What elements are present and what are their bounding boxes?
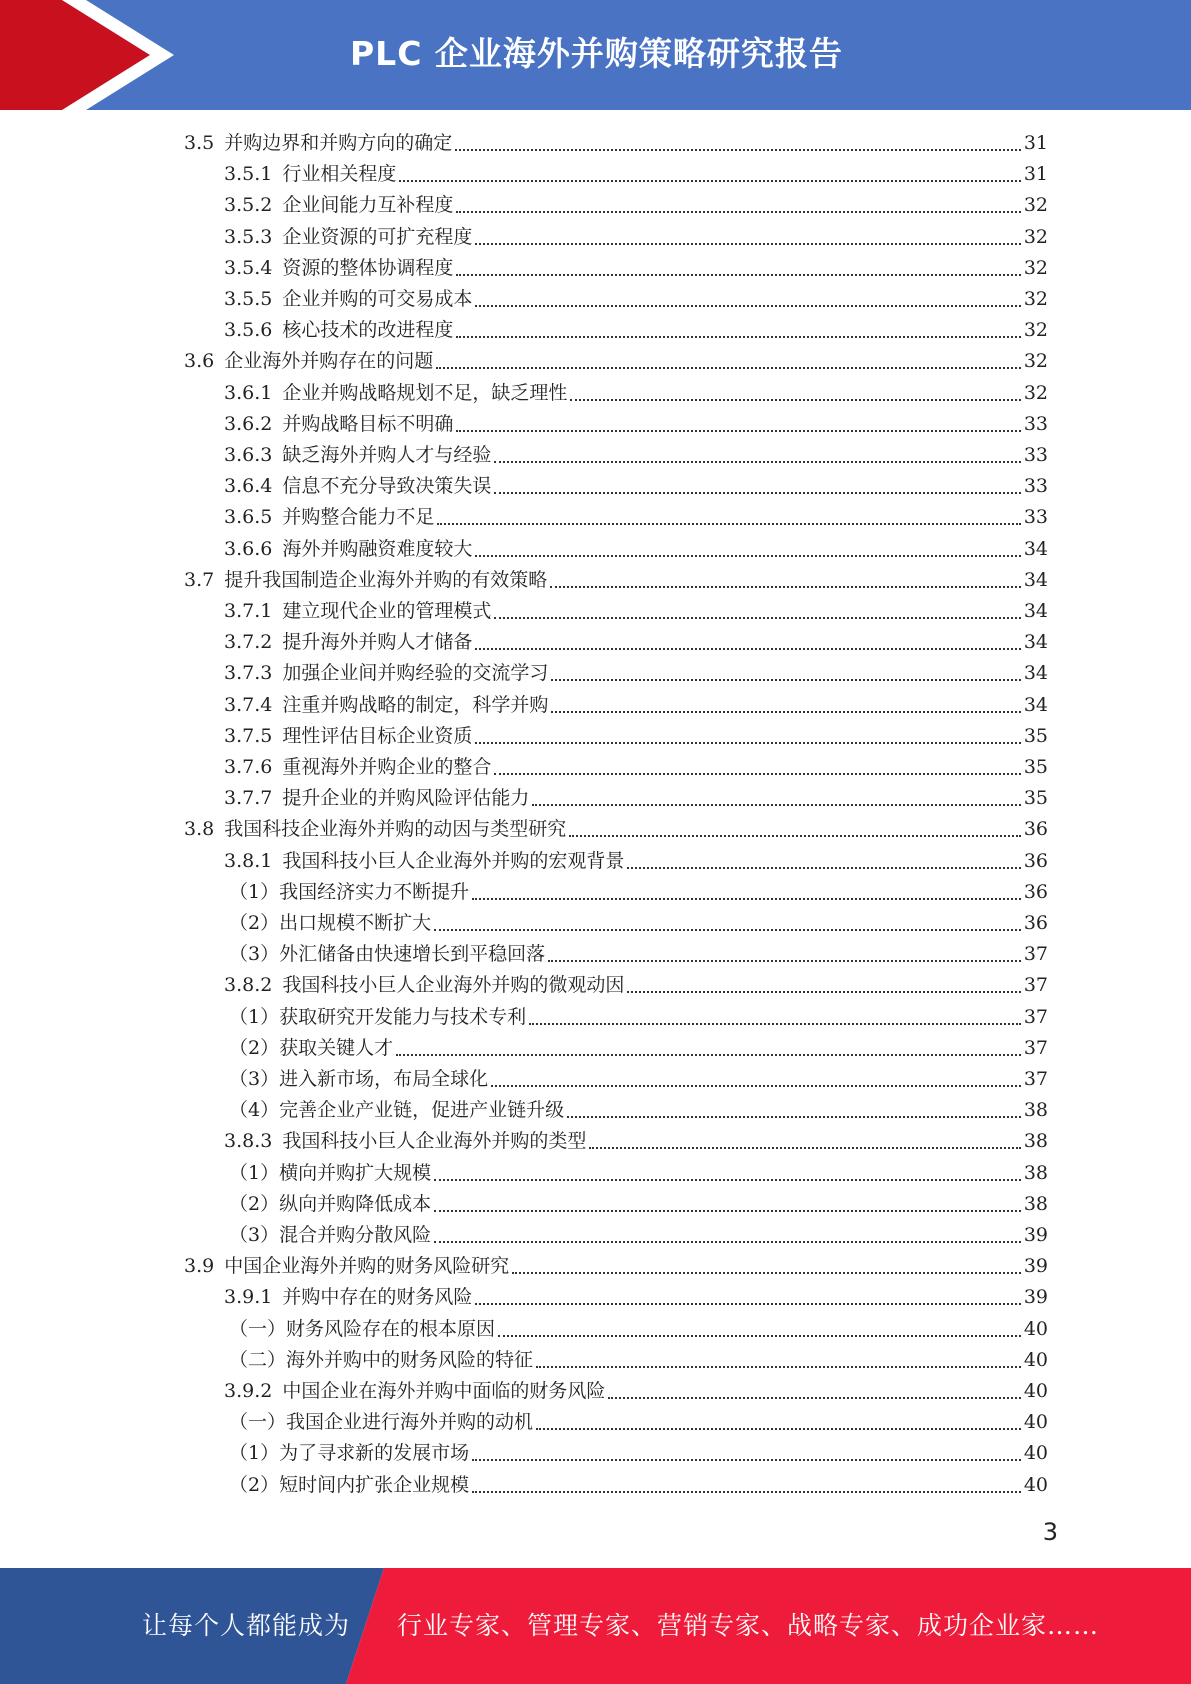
- toc-entry-title: 我国科技小巨人企业海外并购的宏观背景: [282, 849, 625, 872]
- toc-entry-page: 37: [1023, 943, 1048, 966]
- toc-entry-title: 为了寻求新的发展市场: [279, 1442, 470, 1465]
- toc-entry-number: 3.6.4: [224, 475, 273, 498]
- toc-entry-page: 32: [1023, 256, 1048, 279]
- page-footer: [0, 1568, 1191, 1684]
- toc-entry-number: （一）: [229, 1411, 287, 1434]
- toc-entry-number: 3.7.2: [224, 631, 273, 654]
- toc-entry-title: 中国企业海外并购的财务风险研究: [224, 1255, 510, 1278]
- toc-entry[interactable]: [224, 284, 1048, 315]
- toc-dot-leader: [396, 1053, 1021, 1056]
- toc-entry[interactable]: [229, 908, 1048, 939]
- toc-dot-leader: [456, 273, 1020, 276]
- toc-entry-page: 37: [1023, 974, 1048, 997]
- toc-entry-title: 提升我国制造企业海外并购的有效策略: [224, 568, 548, 591]
- toc-dot-leader: [498, 1334, 1021, 1337]
- toc-entry-title: 纵向并购降低成本: [279, 1192, 432, 1215]
- toc-entry[interactable]: [224, 627, 1048, 658]
- toc-dot-leader: [529, 1022, 1021, 1025]
- toc-entry-title: 我国科技小巨人企业海外并购的微观动因: [282, 974, 625, 997]
- toc-entry-title: 建立现代企业的管理模式: [282, 600, 492, 622]
- toc-entry-number: 3.6: [184, 350, 215, 373]
- toc-entry-number: 3.6.6: [224, 537, 273, 560]
- toc-entry-page: 38: [1023, 1130, 1048, 1153]
- toc-entry[interactable]: [224, 1126, 1048, 1157]
- toc-dot-leader: [472, 897, 1021, 900]
- toc-entry-number: （2）: [229, 1192, 280, 1215]
- toc-entry-page: 33: [1023, 475, 1048, 498]
- toc-entry[interactable]: [224, 502, 1048, 533]
- toc-entry-title: 获取研究开发能力与技术专利: [279, 1005, 527, 1028]
- report-title: PLC 企业海外并购策略研究报告: [350, 34, 843, 73]
- toc-dot-leader: [491, 1084, 1021, 1087]
- toc-entry-title: 完善企业产业链，促进产业链升级: [279, 1099, 565, 1122]
- toc-entry-number: 3.5.4: [224, 256, 273, 279]
- toc-entry[interactable]: [184, 565, 1048, 596]
- toc-entry-title: 理性评估目标企业资质: [282, 724, 473, 747]
- toc-entry-page: 40: [1023, 1348, 1048, 1371]
- toc-entry-title: 加强企业间并购经验的交流学习: [282, 662, 549, 685]
- toc-entry[interactable]: [229, 939, 1048, 970]
- toc-entry-title: 企业资源的可扩充程度: [282, 225, 473, 248]
- toc-entry-page: 40: [1023, 1442, 1048, 1465]
- toc-entry-number: 3.9: [184, 1255, 215, 1278]
- toc-entry-title: 出口规模不断扩大: [279, 912, 432, 934]
- toc-entry-page: 38: [1023, 1099, 1048, 1122]
- toc-entry-number: 3.7.7: [224, 787, 273, 810]
- toc-dot-leader: [472, 1458, 1021, 1461]
- toc-entry-number: （1）: [229, 880, 280, 903]
- toc-entry-number: （3）: [229, 1224, 280, 1246]
- toc-entry-page: 39: [1023, 1255, 1048, 1278]
- footer-slogan-left: 让每个人都能成为: [142, 1611, 351, 1640]
- toc-entry-number: 3.8.2: [224, 974, 273, 997]
- toc-entry-number: （3）: [229, 1068, 280, 1090]
- toc-entry[interactable]: [224, 1376, 1048, 1407]
- toc-entry-title: 重视海外并购企业的整合: [282, 756, 492, 778]
- toc-entry-number: 3.7.3: [224, 662, 273, 685]
- toc-entry-page: 35: [1023, 756, 1048, 778]
- toc-dot-leader: [608, 1396, 1020, 1399]
- toc-entry-title: 外汇储备由快速增长到平稳回落: [279, 943, 546, 966]
- toc-entry-title: 获取关键人才: [279, 1036, 394, 1059]
- toc-dot-leader: [434, 928, 1021, 931]
- toc-entry[interactable]: [224, 471, 1048, 502]
- toc-entry-page: 32: [1023, 194, 1048, 217]
- toc-entry-title: 提升海外并购人才储备: [282, 631, 473, 654]
- toc-entry-title: 海外并购融资难度较大: [282, 537, 473, 560]
- toc-entry-title: 核心技术的改进程度: [282, 319, 454, 342]
- toc-entry-page: 40: [1023, 1473, 1048, 1496]
- toc-entry-page: 33: [1023, 444, 1048, 466]
- toc-dot-leader: [551, 678, 1020, 681]
- toc-entry[interactable]: [224, 378, 1048, 409]
- toc-dot-leader: [436, 366, 1021, 369]
- toc-entry-title: 提升企业的并购风险评估能力: [282, 787, 530, 810]
- toc-entry[interactable]: [224, 783, 1048, 814]
- toc-entry-number: 3.8.3: [224, 1130, 273, 1153]
- toc-entry[interactable]: [224, 534, 1048, 565]
- toc-dot-leader: [550, 585, 1021, 588]
- toc-entry[interactable]: [229, 1158, 1048, 1189]
- toc-entry-number: 3.5.2: [224, 194, 273, 217]
- toc-dot-leader: [434, 1209, 1021, 1212]
- toc-entry-page: 32: [1023, 225, 1048, 248]
- toc-entry[interactable]: [229, 1314, 1048, 1345]
- toc-entry[interactable]: [224, 222, 1048, 253]
- toc-dot-leader: [399, 179, 1020, 182]
- toc-entry-number: （2）: [229, 912, 280, 934]
- toc-entry-page: 32: [1023, 381, 1048, 404]
- toc-dot-leader: [434, 1240, 1021, 1243]
- toc-entry-number: 3.5.5: [224, 288, 273, 310]
- toc-entry-number: （2）: [229, 1473, 280, 1496]
- toc-dot-leader: [512, 1271, 1021, 1274]
- toc-entry-title: 并购中存在的财务风险: [282, 1286, 473, 1309]
- toc-entry-title: 短时间内扩张企业规模: [279, 1473, 470, 1496]
- toc-dot-leader: [456, 335, 1020, 338]
- toc-entry[interactable]: [184, 814, 1048, 845]
- toc-entry-title: 并购边界和并购方向的确定: [224, 132, 453, 154]
- toc-entry[interactable]: [229, 1470, 1048, 1501]
- toc-entry-title: 信息不充分导致决策失误: [282, 475, 492, 498]
- toc-entry-page: 40: [1023, 1411, 1048, 1434]
- toc-entry-title: 我国企业进行海外并购的动机: [286, 1411, 534, 1434]
- toc-entry-page: 34: [1023, 693, 1048, 716]
- page-header: [0, 0, 1191, 110]
- toc-dot-leader: [472, 1490, 1021, 1493]
- toc-entry-page: 37: [1023, 1068, 1048, 1090]
- toc-entry-number: （4）: [229, 1099, 280, 1122]
- toc-entry[interactable]: [224, 596, 1048, 627]
- toc-entry-title: 注重并购战略的制定，科学并购: [282, 693, 549, 716]
- toc-entry[interactable]: [184, 1251, 1048, 1282]
- toc-entry-number: 3.5.1: [224, 163, 273, 186]
- toc-entry-title: 企业间能力互补程度: [282, 194, 454, 217]
- toc-entry-page: 35: [1023, 724, 1048, 747]
- toc-entry-page: 32: [1023, 288, 1048, 310]
- toc-dot-leader: [494, 460, 1020, 463]
- toc-entry-title: 我国经济实力不断提升: [279, 880, 470, 903]
- toc-entry-page: 38: [1023, 1192, 1048, 1215]
- toc-dot-leader: [532, 803, 1020, 806]
- toc-entry-title: 资源的整体协调程度: [282, 256, 454, 279]
- toc-dot-leader: [589, 1146, 1020, 1149]
- toc-entry-title: 企业海外并购存在的问题: [224, 350, 434, 373]
- toc-entry[interactable]: [229, 1095, 1048, 1126]
- toc-entry[interactable]: [224, 409, 1048, 440]
- toc-entry-page: 36: [1023, 880, 1048, 903]
- toc-entry-title: 财务风险存在的根本原因: [286, 1317, 496, 1340]
- toc-entry-page: 34: [1023, 537, 1048, 560]
- toc-dot-leader: [627, 990, 1020, 993]
- toc-entry-number: 3.7.6: [224, 756, 273, 778]
- toc-entry[interactable]: [229, 1438, 1048, 1469]
- toc-entry[interactable]: [224, 440, 1048, 471]
- toc-entry[interactable]: [229, 877, 1048, 908]
- toc-entry-page: 38: [1023, 1161, 1048, 1184]
- toc-entry-number: 3.5.3: [224, 225, 273, 248]
- toc-entry-page: 36: [1023, 818, 1048, 841]
- toc-entry-page: 31: [1023, 132, 1048, 154]
- toc-entry-page: 32: [1023, 350, 1048, 373]
- toc-entry-page: 34: [1023, 662, 1048, 685]
- toc-entry-number: 3.6.3: [224, 444, 273, 466]
- toc-entry-number: 3.9.2: [224, 1380, 273, 1402]
- toc-entry[interactable]: [229, 1033, 1048, 1064]
- toc-entry[interactable]: [224, 690, 1048, 721]
- toc-entry[interactable]: [224, 190, 1048, 221]
- toc-entry-title: 并购战略目标不明确: [282, 412, 454, 435]
- toc-entry-page: 37: [1023, 1005, 1048, 1028]
- toc-dot-leader: [456, 210, 1020, 213]
- toc-entry-page: 35: [1023, 787, 1048, 810]
- toc-entry-number: 3.7: [184, 568, 215, 591]
- toc-entry-title: 缺乏海外并购人才与经验: [282, 444, 492, 466]
- toc-dot-leader: [548, 959, 1021, 962]
- toc-dot-leader: [475, 1302, 1020, 1305]
- toc-entry-title: 企业并购的可交易成本: [282, 288, 473, 310]
- toc-entry-page: 33: [1023, 412, 1048, 435]
- toc-entry-number: （1）: [229, 1005, 280, 1028]
- toc-entry-number: 3.8.1: [224, 849, 273, 872]
- toc-entry-number: 3.5: [184, 132, 215, 154]
- toc-dot-leader: [494, 772, 1020, 775]
- toc-dot-leader: [536, 1365, 1021, 1368]
- toc-entry-title: 我国科技企业海外并购的动因与类型研究: [224, 818, 567, 841]
- toc-entry-number: （3）: [229, 943, 280, 966]
- toc-entry-title: 中国企业在海外并购中面临的财务风险: [282, 1380, 606, 1402]
- toc-entry-title: 企业并购战略规划不足，缺乏理性: [282, 381, 568, 404]
- toc-entry[interactable]: [224, 1282, 1048, 1313]
- toc-dot-leader: [475, 242, 1020, 245]
- toc-entry-title: 我国科技小巨人企业海外并购的类型: [282, 1130, 587, 1153]
- toc-entry[interactable]: [224, 253, 1048, 284]
- toc-entry-page: 39: [1023, 1286, 1048, 1309]
- toc-entry-number: 3.7.5: [224, 724, 273, 747]
- toc-entry-page: 36: [1023, 849, 1048, 872]
- toc-entry[interactable]: [229, 1407, 1048, 1438]
- toc-dot-leader: [475, 554, 1020, 557]
- toc-dot-leader: [434, 1178, 1021, 1181]
- toc-entry-number: （一）: [229, 1317, 287, 1340]
- toc-entry[interactable]: [224, 658, 1048, 689]
- toc-entry[interactable]: [229, 1189, 1048, 1220]
- toc-entry-number: 3.9.1: [224, 1286, 273, 1309]
- page-number: 3: [1042, 1518, 1058, 1546]
- toc-dot-leader: [570, 398, 1020, 401]
- toc-entry-number: 3.7.4: [224, 693, 273, 716]
- toc-entry-title: 海外并购中的财务风险的特征: [286, 1348, 534, 1371]
- toc-dot-leader: [455, 148, 1021, 151]
- toc-entry-number: 3.6.5: [224, 506, 273, 529]
- footer-slogan-right: 行业专家、管理专家、营销专家、战略专家、成功企业家……: [397, 1611, 1100, 1640]
- toc-dot-leader: [456, 429, 1020, 432]
- toc-entry-page: 40: [1023, 1380, 1048, 1402]
- toc-entry[interactable]: [224, 315, 1048, 346]
- toc-entry-number: 3.7.1: [224, 600, 273, 622]
- toc-entry-page: 36: [1023, 912, 1048, 934]
- toc-entry[interactable]: [224, 846, 1048, 877]
- toc-dot-leader: [627, 866, 1020, 869]
- toc-entry[interactable]: [229, 1220, 1048, 1251]
- toc-entry-page: 34: [1023, 568, 1048, 591]
- toc-entry[interactable]: [229, 1345, 1048, 1376]
- toc-entry-number: （1）: [229, 1442, 280, 1465]
- toc-entry[interactable]: [224, 721, 1048, 752]
- toc-entry[interactable]: [224, 752, 1048, 783]
- toc-entry-number: 3.6.2: [224, 412, 273, 435]
- toc-dot-leader: [494, 491, 1020, 494]
- toc-entry-page: 34: [1023, 631, 1048, 654]
- toc-dot-leader: [569, 834, 1021, 837]
- toc-entry-number: 3.6.1: [224, 381, 273, 404]
- toc-entry[interactable]: [229, 1064, 1048, 1095]
- toc-entry-page: 33: [1023, 506, 1048, 529]
- toc-entry-number: （1）: [229, 1161, 280, 1184]
- toc-entry-title: 横向并购扩大规模: [279, 1161, 432, 1184]
- toc-entry-number: （2）: [229, 1036, 280, 1059]
- toc-entry[interactable]: [184, 346, 1048, 377]
- toc-entry-page: 37: [1023, 1036, 1048, 1059]
- toc-entry-page: 34: [1023, 600, 1048, 622]
- toc-entry-number: 3.5.6: [224, 319, 273, 342]
- toc-entry-page: 40: [1023, 1317, 1048, 1340]
- toc-entry[interactable]: [184, 128, 1048, 159]
- toc-entry-page: 39: [1023, 1224, 1048, 1246]
- toc-dot-leader: [536, 1427, 1021, 1430]
- toc-entry-page: 31: [1023, 163, 1048, 186]
- toc-dot-leader: [494, 616, 1020, 619]
- toc-dot-leader: [437, 522, 1020, 525]
- toc-entry-page: 32: [1023, 319, 1048, 342]
- toc-dot-leader: [475, 304, 1020, 307]
- toc-entry-title: 混合并购分散风险: [279, 1224, 432, 1246]
- toc-dot-leader: [475, 647, 1020, 650]
- toc-entry-title: 进入新市场，布局全球化: [279, 1068, 489, 1090]
- toc-dot-leader: [567, 1115, 1021, 1118]
- toc-entry-title: 行业相关程度: [282, 163, 397, 186]
- toc-entry[interactable]: [224, 159, 1048, 190]
- toc-entry-title: 并购整合能力不足: [282, 506, 435, 529]
- toc-dot-leader: [551, 710, 1020, 713]
- toc-entry-number: 3.8: [184, 818, 215, 841]
- toc-entry-number: （二）: [229, 1348, 287, 1371]
- toc-entry[interactable]: [229, 1002, 1048, 1033]
- toc-dot-leader: [475, 741, 1020, 744]
- toc-entry[interactable]: [224, 970, 1048, 1001]
